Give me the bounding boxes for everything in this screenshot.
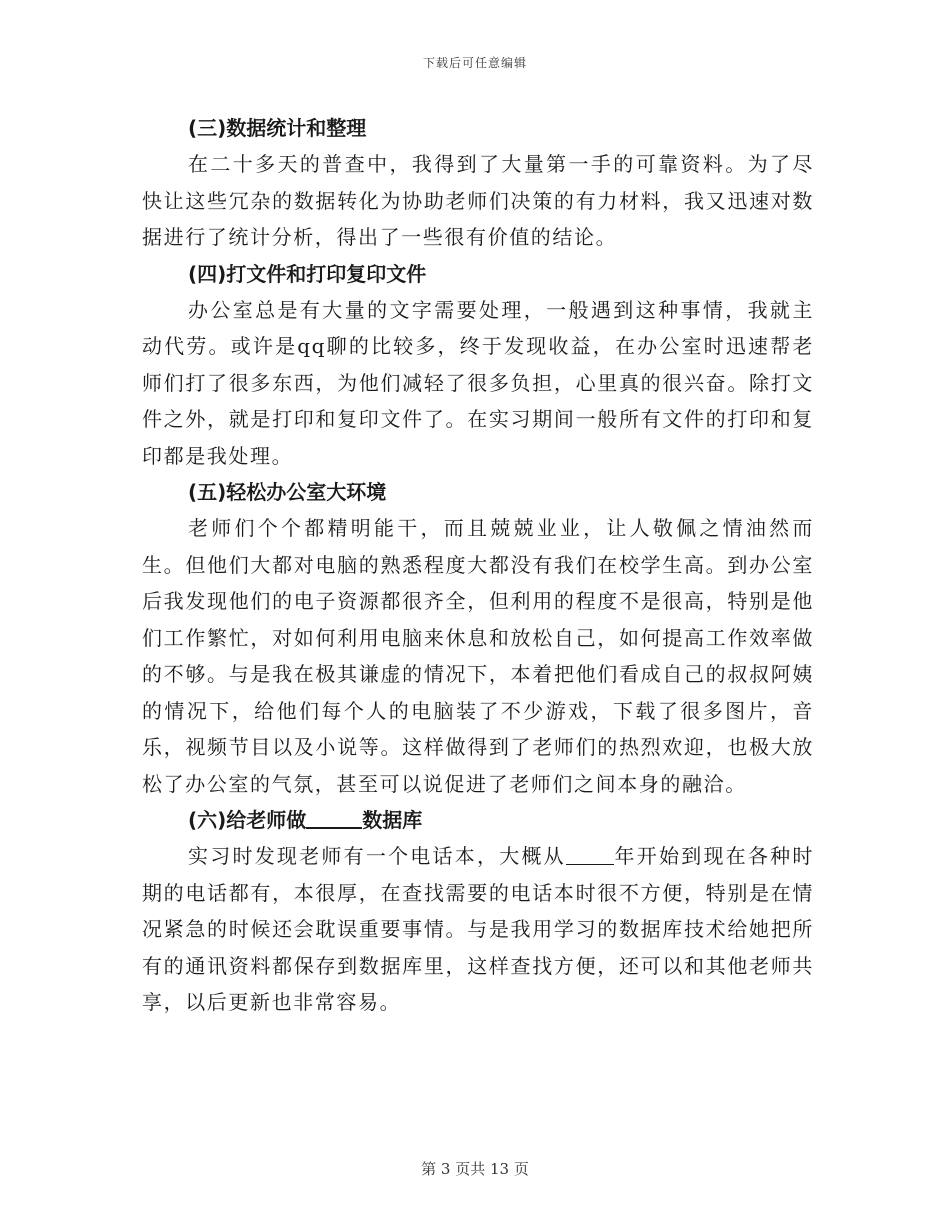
section-heading-4: (四)打文件和打印复印文件 (188, 261, 427, 286)
section-heading-5: (五)轻松办公室大环境 (188, 480, 387, 504)
page-footer: 第 3 页共 13 页 (421, 1160, 529, 1178)
year-fill-blank (566, 844, 614, 865)
heading-text-after-blank: 数据库 (362, 808, 423, 832)
heading-text-before-blank: (六)给老师做 (188, 808, 307, 832)
section-paragraph-3: 在二十多天的普查中，我得到了大量第一手的可靠资料。为了尽快让这些冗杂的数据转化为协助老师们决策的有力材料，我又迅速对数据进行了统计分析，得出了一些很有价值的结论。 (142, 152, 814, 249)
section-paragraph-6 (142, 838, 814, 1021)
paragraph-text-before-blank: 实习时发现老师有一个电话本，大概从 (188, 844, 566, 868)
section-heading-3: (三)数据统计和整理 (188, 116, 367, 140)
page-header: 下载后可任意编辑 (422, 56, 527, 70)
paragraph-text-after-blank: 年开始到现在各种时期的电话都有，本很厚，在查找需要的电话本时很不方便，特别是在情况紧急的时候还会耽误重要事情。与是我用学习的数据库技术给她把所有的通讯资料都保存到数据库里，这样查找方便，还可以和其他老师共享，以后更新也非常容易。 (142, 844, 814, 1014)
section-paragraph-5: 老师们个个都精明能干，而且兢兢业业，让人敬佩之情油然而生。但他们大都对电脑的熟悉程度大都没有我们在校学生高。到办公室后我发现他们的电子资源都很齐全，但利用的程度不是很高，特别是他们工作繁忙，对如何利用电脑来休息和放松自己，如何提高工作效率做的不够。与是我在极其谦虚的情况下，本着把他们看成自己的叔叔阿姨的情况下，给他们每个人的电脑装了不少游戏，下载了很多图片，音乐，视频节目以及小说等。这样做得到了老师们的热烈欢迎，也极大放松了办公室的气氛，甚至可以说促进了老师们之间本身的融洽。 (142, 516, 814, 796)
section-heading-6 (142, 802, 814, 838)
heading-fill-blank (306, 807, 362, 829)
document-body (142, 110, 814, 1021)
section-paragraph-4: 办公室总是有大量的文字需要处理，一般遇到这种事情，我就主动代劳。或许是qq聊的比较多，终于发现收益，在办公室时迅速帮老师们打了很多东西，为他们减轻了很多负担，心里真的很兴奋。除打文件之外，就是打印和复印文件了。在实习期间一般所有文件的打印和复印都是我处理。 (142, 297, 814, 468)
